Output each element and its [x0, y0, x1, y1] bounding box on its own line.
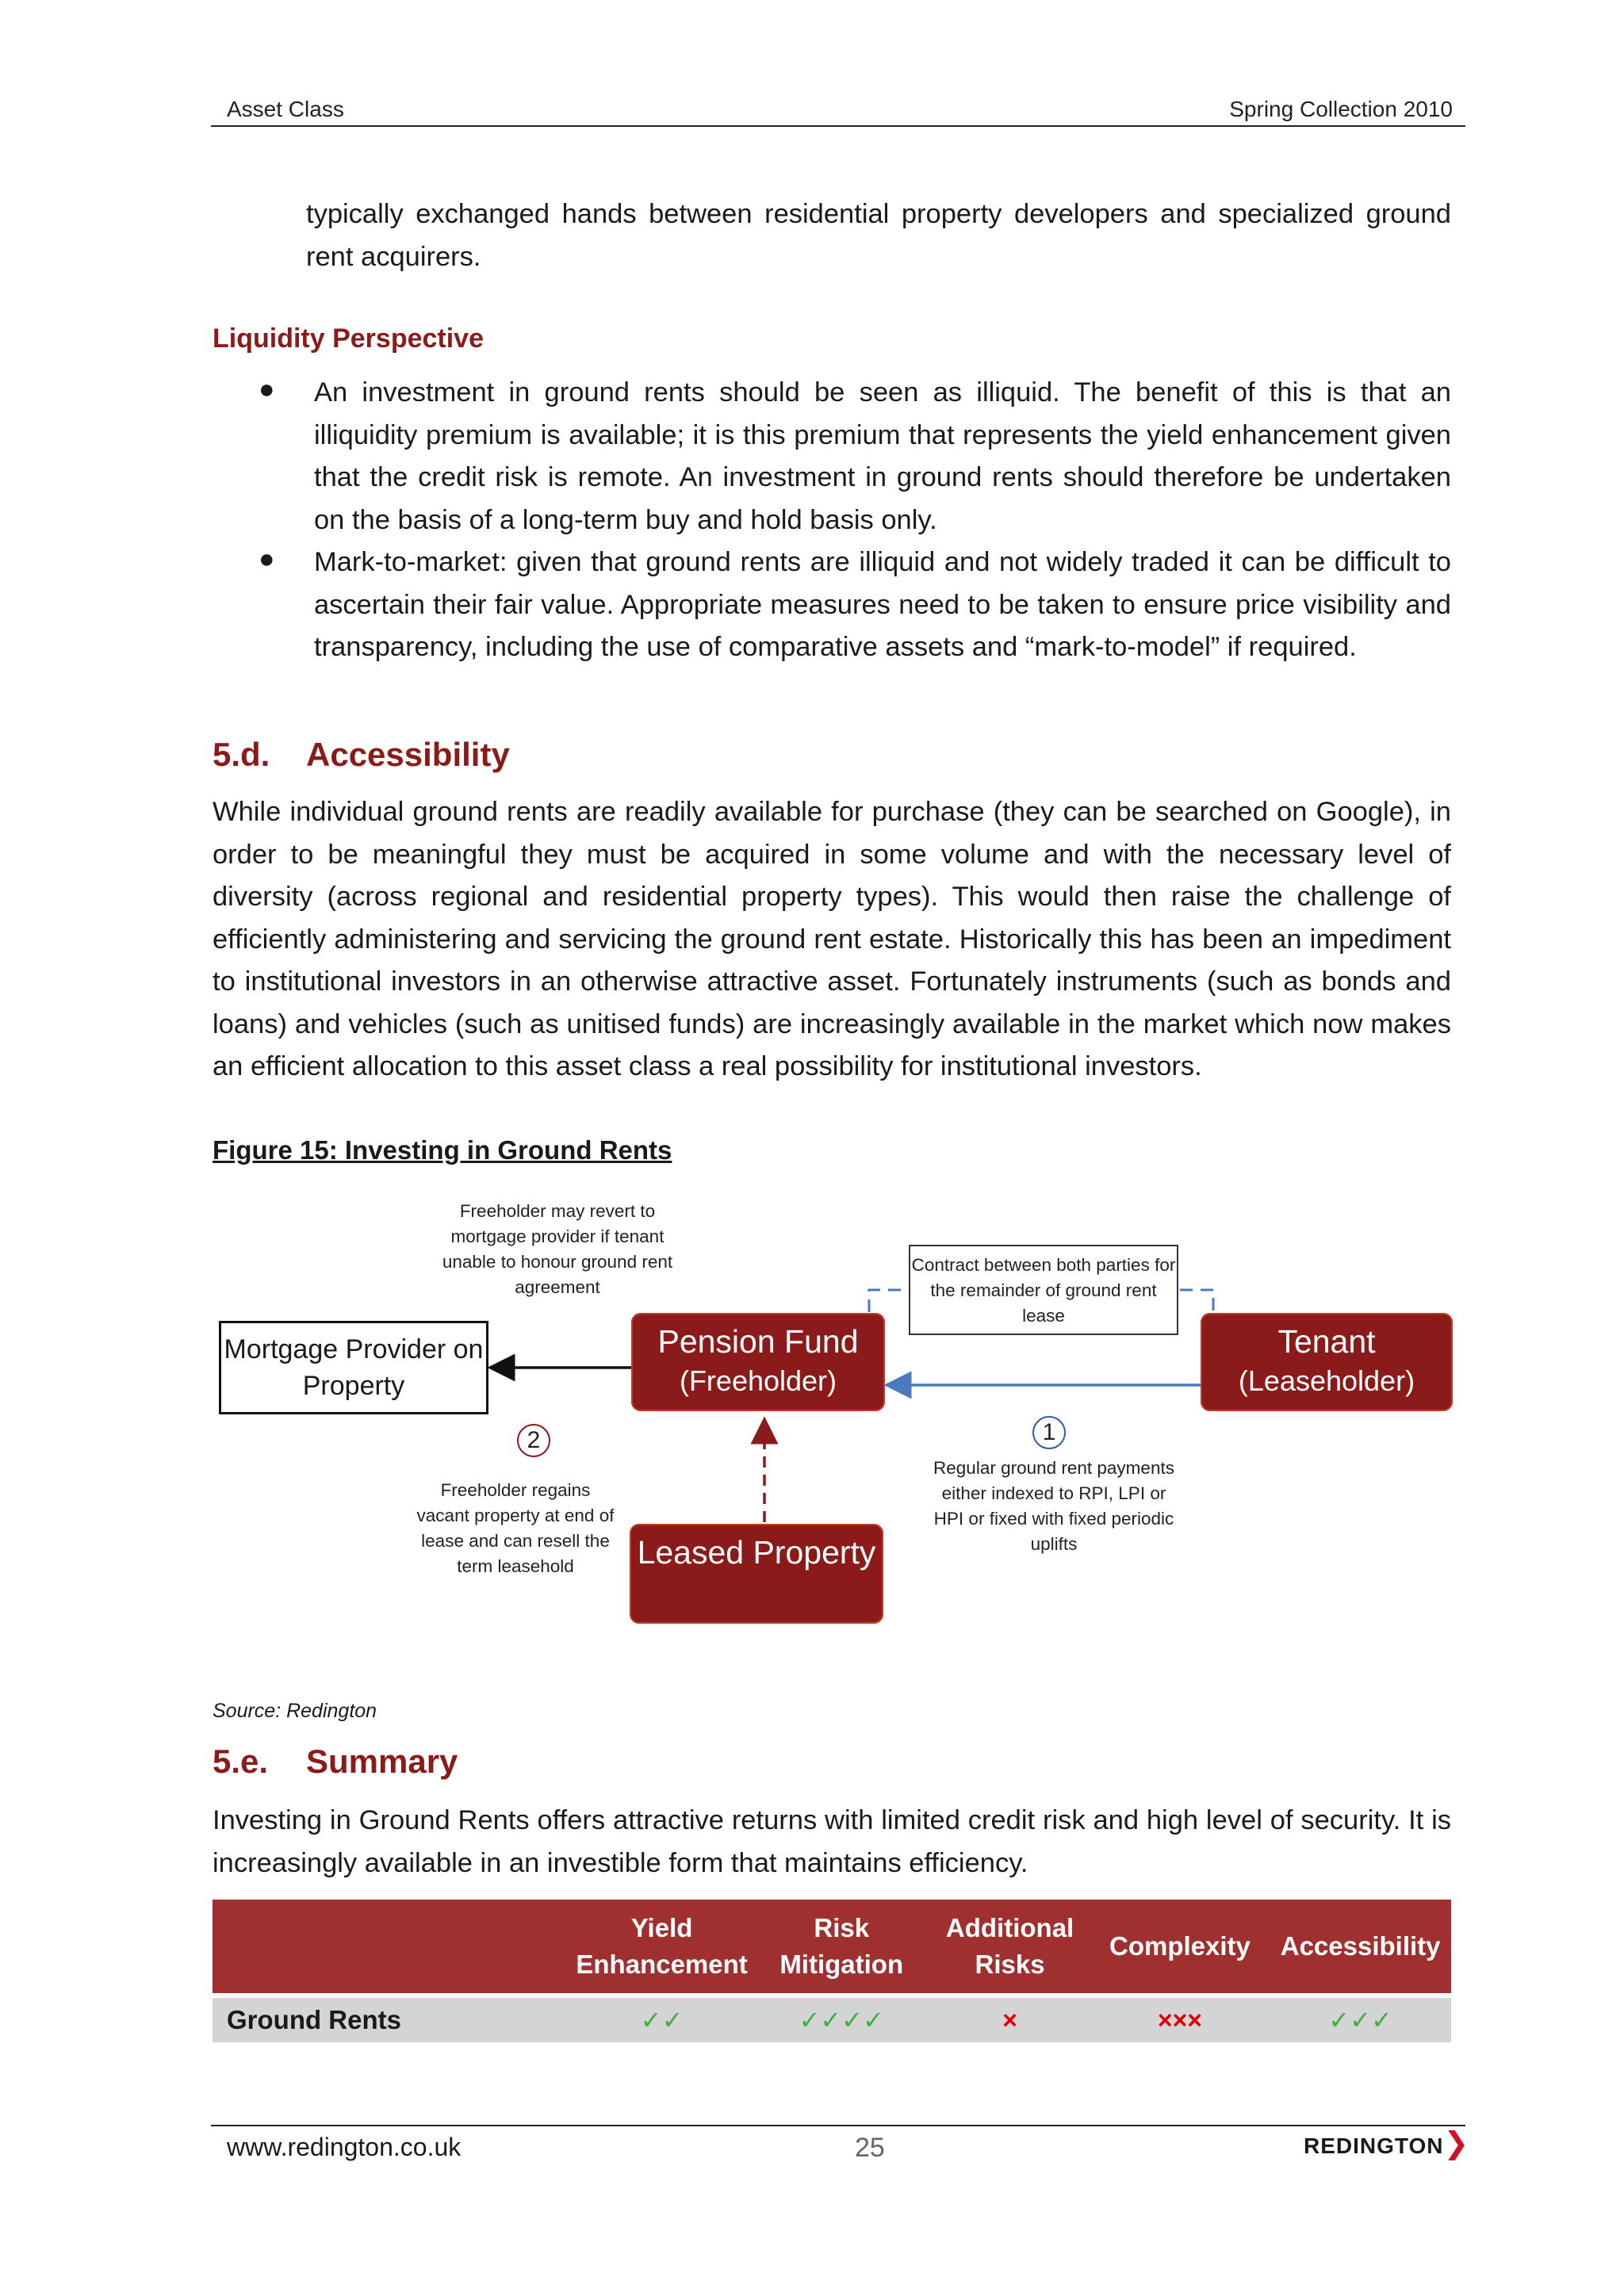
figure-source: Source: Redington: [213, 1700, 377, 1722]
regains-note: Freeholder regains vacant property at end of lease and can resell the term leasehold: [416, 1480, 615, 1576]
risk-mitigation-rating: ✓✓✓✓: [799, 2006, 884, 2034]
tenant-label: Tenant: [1277, 1323, 1376, 1360]
summary-table-header: [213, 1900, 1451, 1993]
yield-enhancement-rating: ✓✓: [640, 2006, 684, 2034]
leaseholder-label: (Leaseholder): [1238, 1364, 1415, 1397]
chevron-right-icon: ❯: [1443, 2127, 1470, 2160]
accessibility-paragraph: While individual ground rents are readily available for purchase (they can be searched on Google), in order to be meaningful they must be acquired in some volume and with the necessary level of diversity (across regional and residential property types). This would then raise the challenge of efficiently administering and servicing the ground rent estate. Historically this has been an impediment to institutional investors in an otherwise attractive asset. Fortunately instruments (such as bonds and loans) and vehicles (such as unitised funds) are increasingly available in the market which now makes an efficient allocation to this asset class a real possibility for institutional investors.: [213, 797, 1451, 1081]
bullet-marker: ●: [259, 374, 275, 404]
contract-note-box: Contract between both parties for the remainder of ground rent lease: [909, 1245, 1178, 1335]
tenant-box: [1201, 1313, 1453, 1411]
header-yield-enhancement: Yield Enhancement: [576, 1913, 748, 1979]
footer-url: www.redington.co.uk: [227, 2133, 462, 2161]
header-right: Spring Collection 2010: [1229, 97, 1453, 121]
summary-table: [213, 1900, 1451, 2042]
marker-1-icon: 1: [1032, 1416, 1066, 1449]
revert-note: Freeholder may revert to mortgage provider if tenant unable to honour ground rent agreement: [442, 1201, 673, 1297]
table-row: [213, 1998, 1451, 2042]
intro-continuation: typically exchanged hands between residential property developers and specialized ground rent acquirers.: [306, 199, 1451, 272]
header-additional-risks: Additional Risks: [945, 1913, 1074, 1979]
section-title-accessibility: Accessibility: [306, 736, 510, 773]
complexity-rating: ×××: [1157, 2005, 1202, 2034]
contract-dashed-right: [1180, 1290, 1213, 1312]
accessibility-rating: ✓✓✓: [1328, 2006, 1392, 2034]
liquidity-heading: Liquidity Perspective: [213, 323, 484, 354]
pension-fund-box: [631, 1313, 885, 1411]
additional-risks-rating: ×: [1002, 2005, 1017, 2034]
figure-title: Figure 15: Investing in Ground Rents: [213, 1135, 672, 1165]
footer-rule: [211, 2125, 1465, 2126]
brand-logo: [1304, 2127, 1470, 2160]
brand-name: REDINGTON: [1304, 2133, 1444, 2158]
header-risk-mitigation: Risk Mitigation: [779, 1913, 904, 1979]
row-label-ground-rents: Ground Rents: [227, 2005, 401, 2034]
pension-fund-label: Pension Fund: [657, 1323, 859, 1360]
section-number-5d: 5.d.: [213, 736, 270, 773]
header-accessibility: Accessibility: [1280, 1931, 1441, 1961]
liquidity-bullet-2: Mark-to-market: given that ground rents are illiquid and not widely traded it can be difficult to ascertain their fair value. Appropriate measures need to be taken to ensure price visibility and transparency, including the use of comparative assets and “mark-to-model” if required.: [314, 547, 1451, 662]
payments-note: Regular ground rent payments either indexed to RPI, LPI or HPI or fixed with fixed periodic uplifts: [933, 1458, 1174, 1554]
liquidity-bullet-1: An investment in ground rents should be seen as illiquid. The benefit of this is that an illiquidity premium is available; it is this premium that represents the yield enhancement given that the credit risk is remote. An investment in ground rents should therefore be undertaken on the basis of a long-term buy and hold basis only.: [314, 377, 1451, 535]
page-number: 25: [855, 2133, 885, 2163]
leased-property-box: Leased Property: [630, 1524, 883, 1624]
section-number-5e: 5.e.: [213, 1743, 269, 1780]
contract-dashed-left: [869, 1290, 909, 1312]
freeholder-label: (Freeholder): [679, 1364, 837, 1397]
header-empty-cell: [213, 1900, 570, 1993]
marker-2-icon: 2: [517, 1424, 550, 1457]
header-left: Asset Class: [227, 97, 344, 121]
mortgage-provider-box: Mortgage Provider on Property: [219, 1321, 488, 1414]
bullet-marker: ●: [259, 544, 275, 574]
header-complexity: Complexity: [1109, 1931, 1251, 1961]
section-title-summary: Summary: [306, 1743, 458, 1780]
summary-paragraph: Investing in Ground Rents offers attractive returns with limited credit risk and high level of security. It is increasingly available in an investible form that maintains efficiency.: [213, 1805, 1451, 1878]
